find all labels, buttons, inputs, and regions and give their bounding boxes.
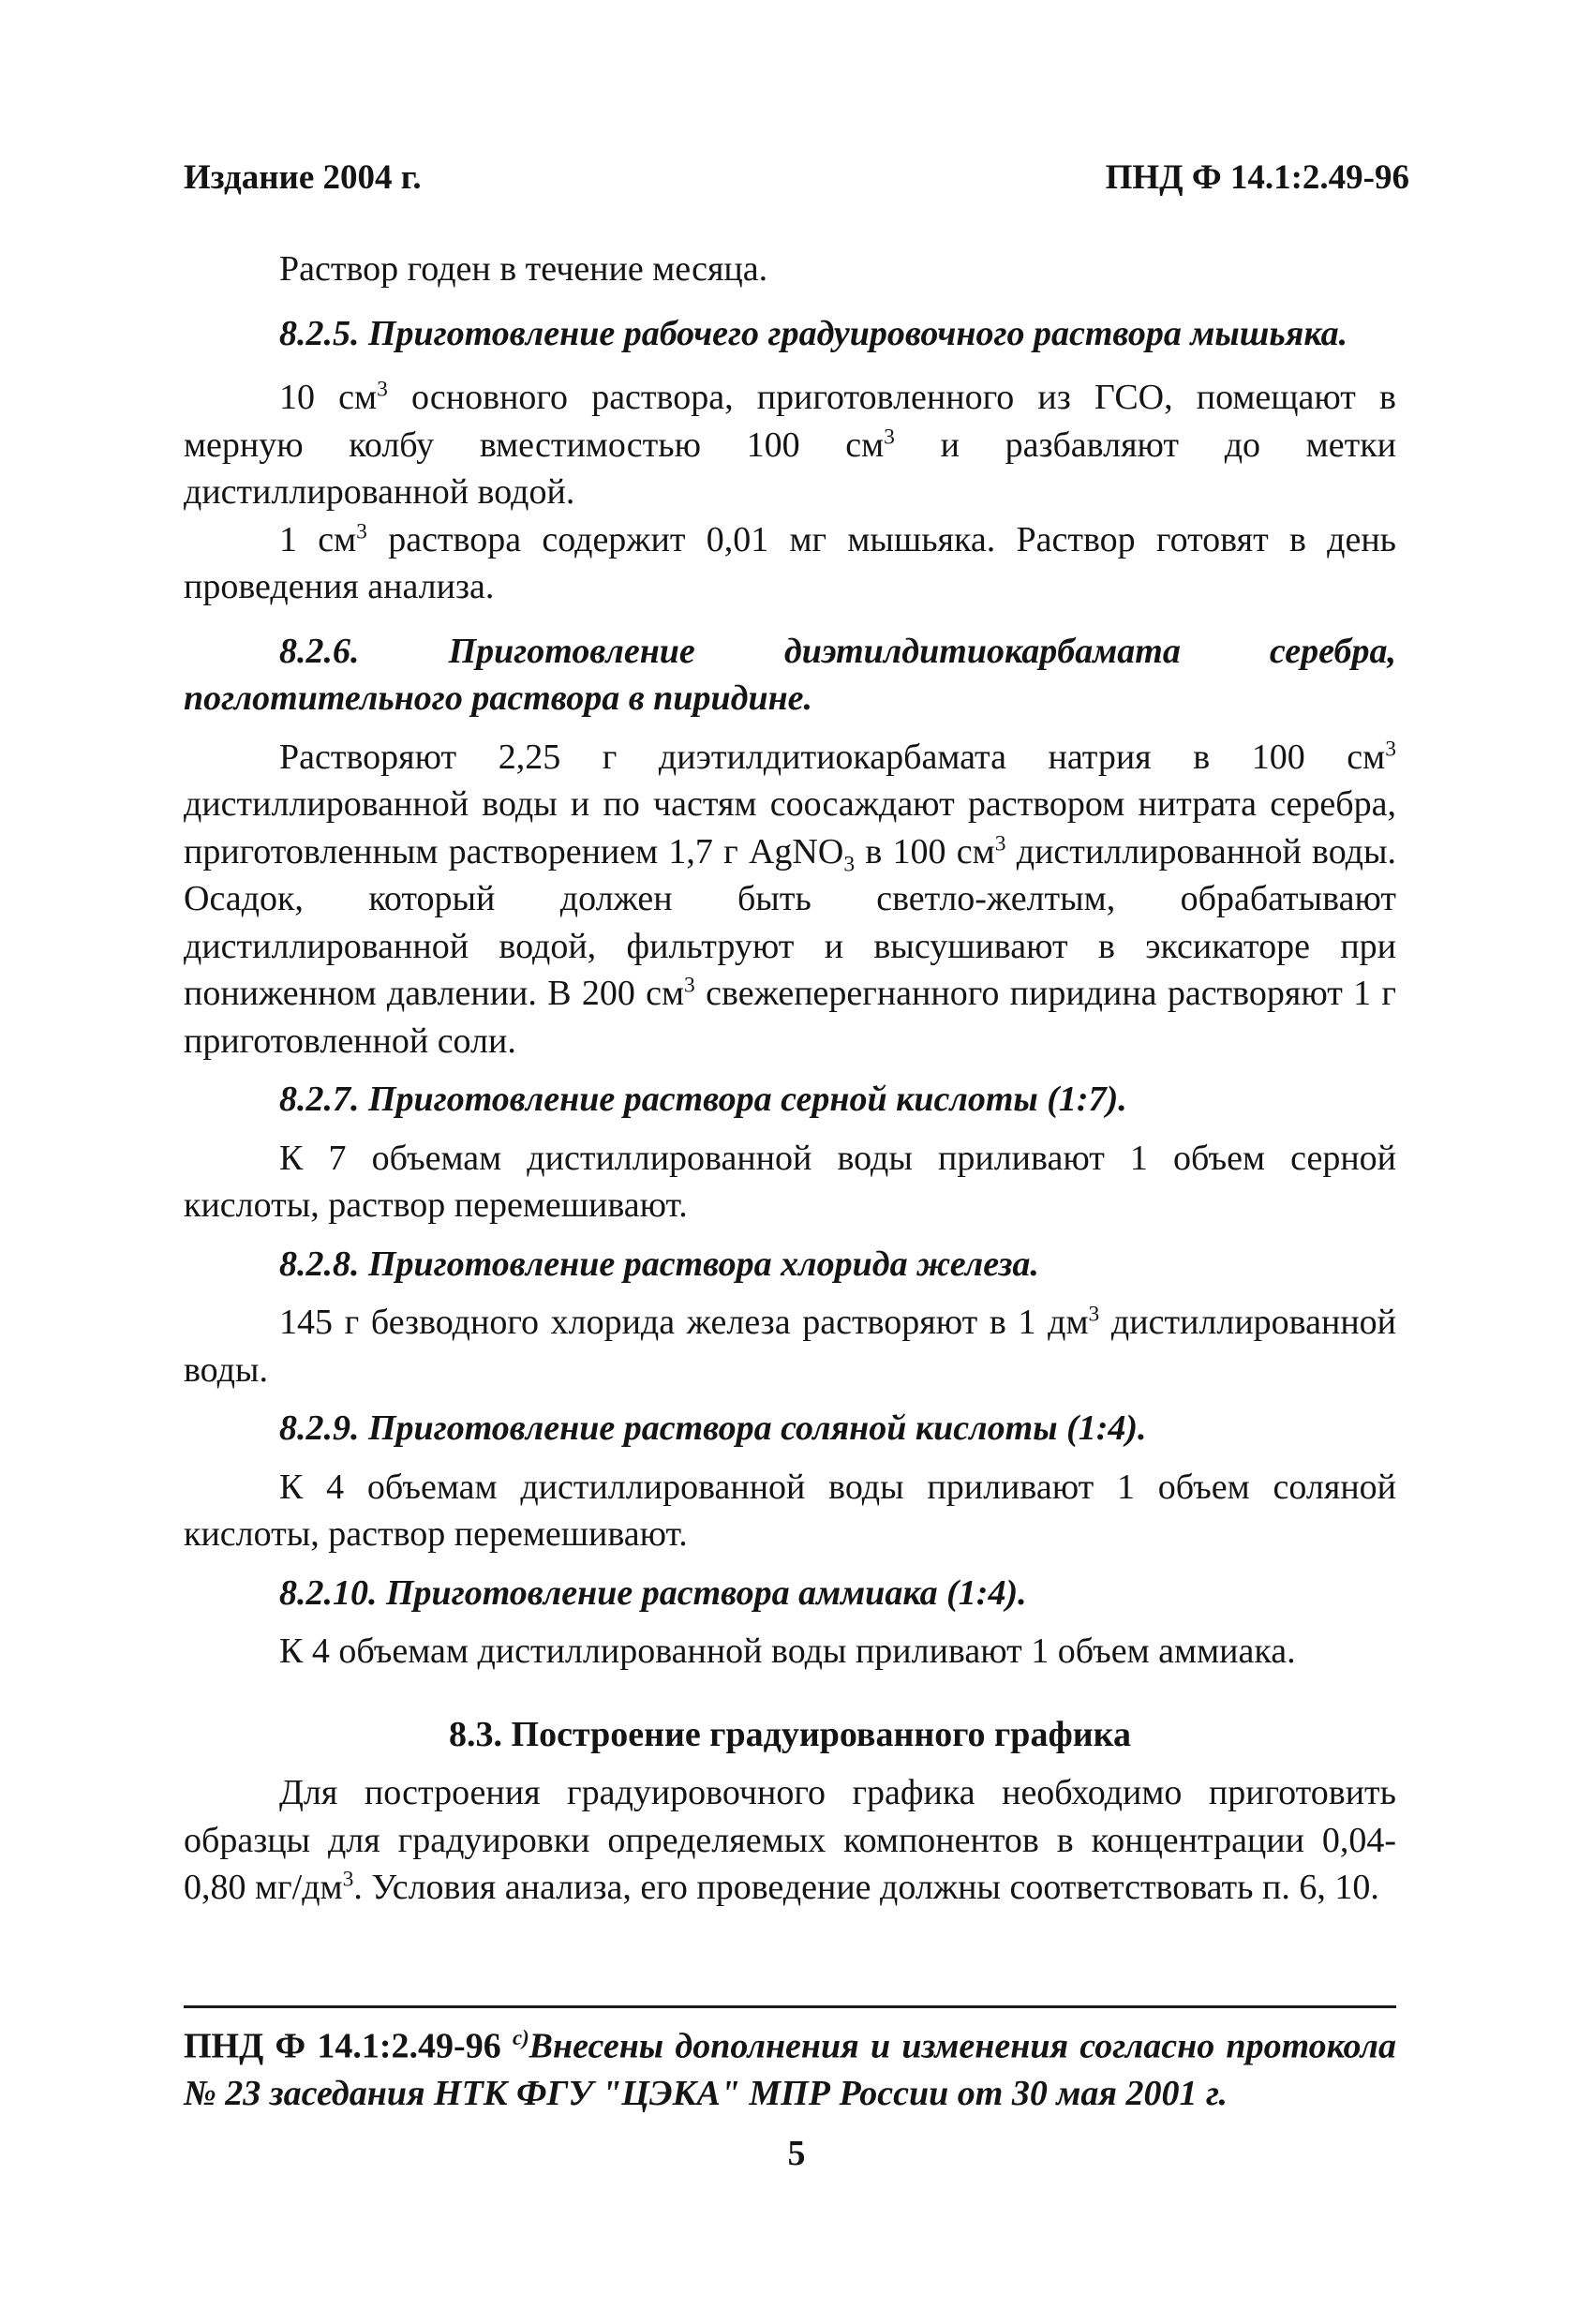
paragraph-solution-valid: Раствор годен в течение месяца. bbox=[279, 249, 768, 289]
section-8-2-9-title: 8.2.9. Приготовление раствора соляной кислоты (1:4). bbox=[279, 1408, 1147, 1448]
section-8-2-10-title: 8.2.10. Приготовление раствора аммиака (1:4). bbox=[279, 1572, 1027, 1613]
page-body bbox=[184, 246, 1396, 1912]
footnote-doc-code: ПНД Ф 14.1:2.49-96 bbox=[184, 2026, 501, 2066]
document-code: ПНД Ф 14.1:2.49-96 bbox=[1105, 158, 1409, 197]
footnote-mark: с) bbox=[512, 2026, 529, 2049]
footnote bbox=[184, 2015, 1396, 2117]
section-8-2-8-title: 8.2.8. Приготовление раствора хлорида железа. bbox=[279, 1244, 1039, 1284]
paragraph-8-2-10: К 4 объемам дистиллированной воды приливают 1 объем аммиака. bbox=[279, 1631, 1296, 1671]
paragraph-8-2-5-1: 10 $см^3$ основного раствора, приготовленного из ГСО, помещают в мерную колбу вместимостью 100 $см^3$ и разбавляют до метки дистиллированной водой. bbox=[184, 377, 1396, 512]
section-8-3-title: 8.3. Построение градуированного графика bbox=[449, 1714, 1131, 1754]
section-8-2-6-title: 8.2.6. Приготовление диэтилдитиокарбамата серебра, поглотительного раствора в пиридине. bbox=[184, 631, 1396, 718]
edition-label: Издание 2004 г. bbox=[184, 158, 422, 197]
paragraph-8-2-5-2: 1 $см^3$ раствора содержит 0,01 мг мышьяка. Раствор готовят в день проведения анализа. bbox=[184, 518, 1396, 606]
page-header bbox=[184, 157, 1409, 204]
paragraph-8-2-7: К 7 объемам дистиллированной воды приливают 1 объем серной кислоты, раствор перемешивают. bbox=[184, 1138, 1396, 1225]
paragraph-8-2-6: Растворяют 2,25 г диэтилдитиокарбамата натрия в 100 $см^3$ дистиллированной воды и по частям соосаждают раствором нитрата серебра, приготовленным растворением 1,7 г AgNO$_3$ в 100 $см^3$ дистиллированной воды. Осадок, который должен быть светло-желтым, обрабатывают дистиллированной водой, фильтруют и высушивают в эксикаторе при пониженном давлении. В 200 $см^3$ свежеперегнанного пиридина растворяют 1 г приготовленной соли. bbox=[184, 736, 1397, 1061]
footnote-divider bbox=[184, 2005, 1396, 2008]
section-8-2-7-title: 8.2.7. Приготовление раствора серной кислоты (1:7). bbox=[279, 1080, 1127, 1119]
section-8-2-5-title: 8.2.5. Приготовление рабочего градуировочного раствора мышьяка. bbox=[279, 313, 1348, 353]
paragraph-8-2-8: 145 г безводного хлорида железа растворяют в 1 $дм^3$ дистиллированной воды. bbox=[184, 1302, 1396, 1390]
page-number: 5 bbox=[787, 2134, 806, 2173]
paragraph-8-2-9: К 4 объемам дистиллированной воды приливают 1 объем соляной кислоты, раствор перемешивают. bbox=[184, 1467, 1396, 1554]
footnote-text: Внесены дополнения и изменения согласно протокола № 23 заседания НТК ФГУ "ЦЭКА" МПР России от 30 мая 2001 г. bbox=[184, 2026, 1396, 2113]
paragraph-8-3: Для построения градуировочного графика необходимо приготовить образцы для градуировки определяемых компонентов в концентрации 0,04-0,80 $мг/дм^3$. Условия анализа, его проведение должны соответствовать п. 6, 10. bbox=[184, 1773, 1396, 1907]
